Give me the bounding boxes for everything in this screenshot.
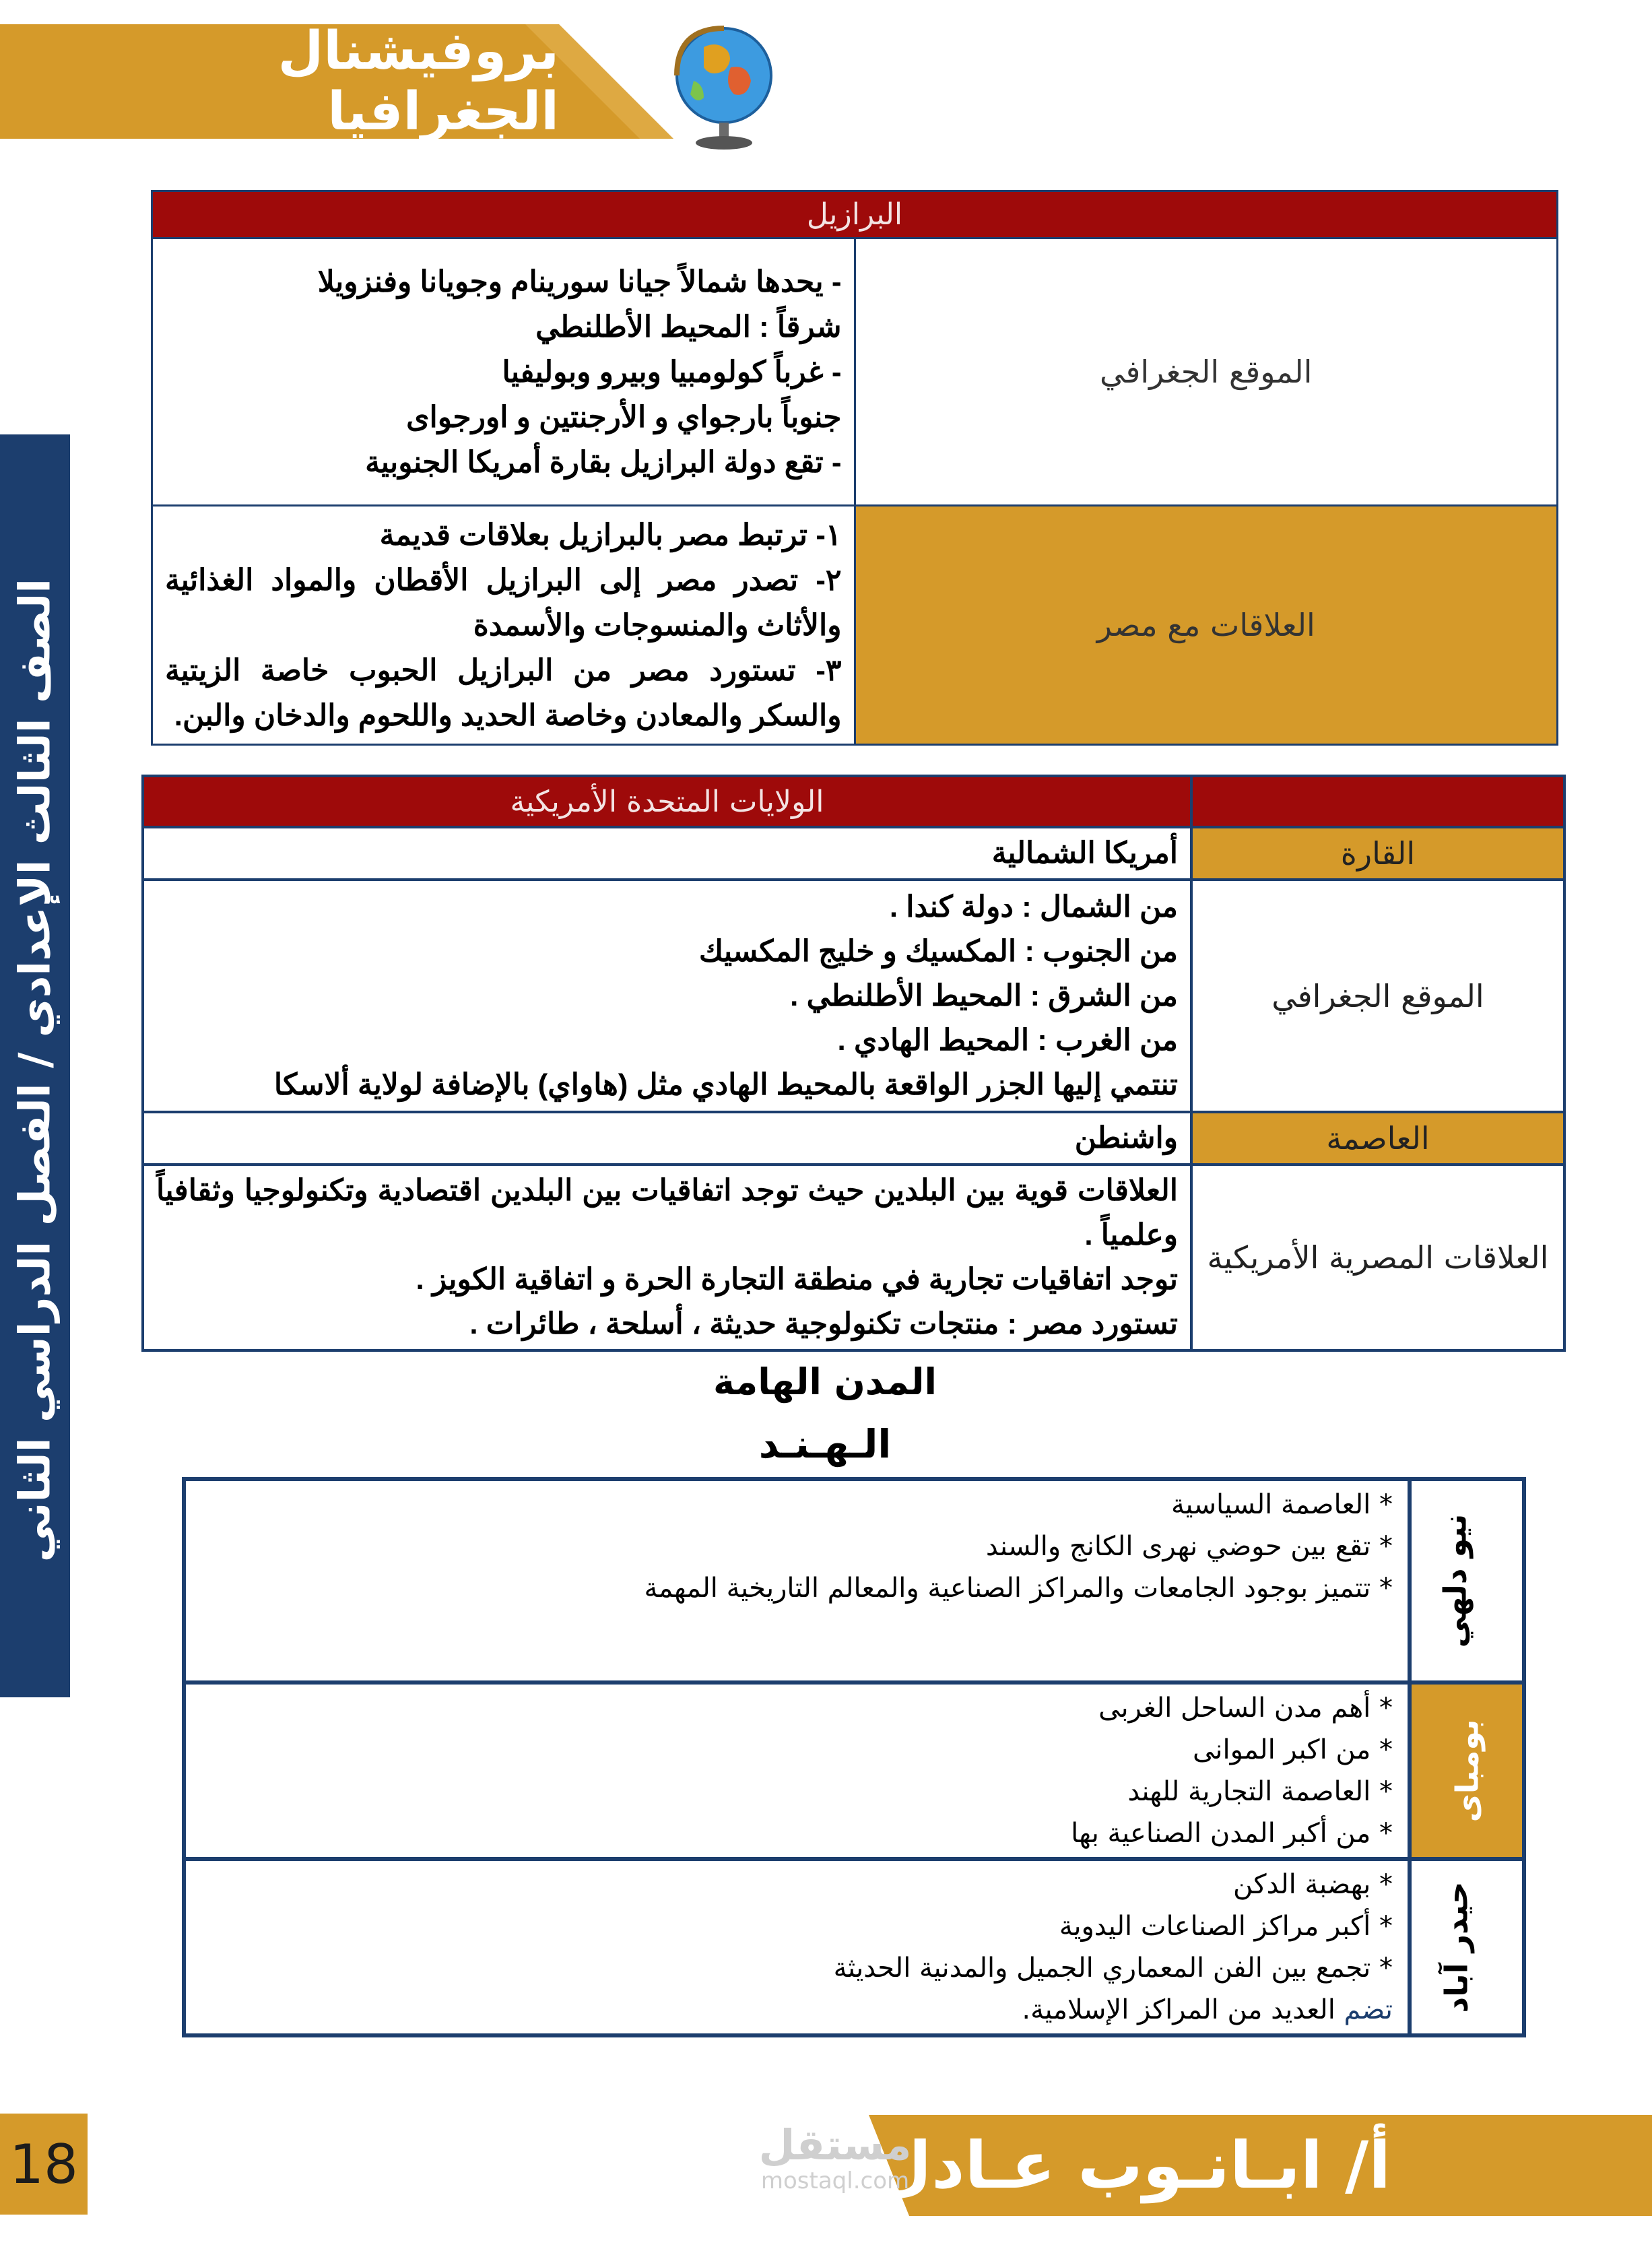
text-line: * من أكبر المدن الصناعية بها xyxy=(1071,1818,1393,1849)
cities-title: المدن الهامة xyxy=(713,1361,937,1403)
brazil-table xyxy=(151,190,1558,746)
usa-table xyxy=(141,775,1566,1352)
watermark-url: mostaql.com xyxy=(760,2167,910,2194)
usa-relations-label: العلاقات المصرية الأمريكية xyxy=(1191,1165,1564,1350)
brazil-relations-cell xyxy=(152,506,855,745)
text-line-rest: العديد من المراكز الإسلامية. xyxy=(1022,1994,1344,2025)
watermark-text: مستقل xyxy=(758,2120,912,2169)
text-line: ٣- تستورد مصر من البرازيل الحبوب خاصة الزيتية والسكر والمعادن وخاصة الحديد واللحوم والدخان والبن. xyxy=(165,653,842,732)
brazil-title: البرازيل xyxy=(152,191,1558,238)
city-info-hyderabad xyxy=(184,1859,1410,2035)
text-line: * بهضبة الدكن xyxy=(1233,1869,1393,1900)
text-line: شرقاً : المحيط الأطلنطي xyxy=(535,310,842,344)
city-label-bombay: بومباى xyxy=(1410,1682,1524,1859)
india-title: الـهـنـد xyxy=(758,1421,892,1467)
brazil-relations-label: العلاقات مع مصر xyxy=(855,506,1558,745)
brazil-location-cell xyxy=(152,238,855,506)
text-line: * أهم مدن الساحل الغربى xyxy=(1098,1693,1393,1724)
text-line: - غرباً كولومبيا وبيرو وبوليفيا xyxy=(502,355,842,389)
text-line: * من اكبر الموانى xyxy=(1193,1734,1393,1765)
text-line: ١- ترتبط مصر بالبرازيل بعلاقات قديمة xyxy=(379,518,842,552)
city-info-new-delhi xyxy=(184,1479,1410,1682)
text-line: تستورد مصر : منتجات تكنولوجية حديثة ، أسلحة ، طائرات . xyxy=(469,1307,1178,1340)
text-line: * العاصمة السياسية xyxy=(1170,1489,1393,1520)
text-line: * تتميز بوجود الجامعات والمراكز الصناعية والمعالم التاريخية المهمة xyxy=(644,1573,1393,1604)
brazil-location-label: الموقع الجغرافي xyxy=(855,238,1558,506)
text-line: من الشمال : دولة كندا . xyxy=(889,890,1178,923)
header-title: بروفيشنال الجغرافيا xyxy=(277,21,559,142)
usa-location-label: الموقع الجغرافي xyxy=(1191,880,1564,1112)
usa-capital-value: واشنطن xyxy=(143,1112,1191,1165)
india-cities-table xyxy=(182,1477,1526,2037)
watermark-logo xyxy=(731,2122,939,2196)
text-line: * تقع بين حوضي نهرى الكانج والسند xyxy=(985,1531,1393,1562)
highlight-word: تضم xyxy=(1344,1994,1393,2025)
author-name: أ/ ابـانـوب عـادل xyxy=(875,2128,1391,2203)
text-line xyxy=(201,1989,1393,2031)
text-line: * أكبر مراكز الصناعات اليدوية xyxy=(1059,1911,1393,1942)
text-line: من الشرق : المحيط الأطلنطي . xyxy=(790,979,1178,1012)
usa-location-cell xyxy=(143,880,1191,1112)
text-line: - يحدها شمالاً جيانا سورينام وجويانا وفنزويلا xyxy=(317,265,842,298)
city-label-new-delhi: نيو دلهي xyxy=(1410,1479,1524,1682)
text-line: جنوباً بارجواي و الأرجنتين و اورجواى xyxy=(406,400,842,434)
usa-continent-value: أمريكا الشمالية xyxy=(143,827,1191,880)
usa-continent-label: القارة xyxy=(1191,827,1564,880)
text-line: تنتمي إليها الجزر الواقعة بالمحيط الهادي مثل (هاواي) بالإضافة لولاية ألاسكا xyxy=(273,1068,1178,1101)
usa-capital-label: العاصمة xyxy=(1191,1112,1564,1165)
text-line: من الجنوب : المكسيك و خليج المكسيك xyxy=(698,934,1178,968)
usa-relations-cell xyxy=(143,1165,1191,1350)
text-line: * العاصمة التجارية للهند xyxy=(1127,1776,1393,1807)
page-number: 18 xyxy=(0,2114,88,2215)
text-line: - تقع دولة البرازيل بقارة أمريكا الجنوبية xyxy=(365,445,842,479)
side-band-text: الصف الثالث الإعدادي / الفصل الدراسي الثاني xyxy=(10,578,61,1563)
city-label-hyderabad: حيدر آباد xyxy=(1410,1859,1524,2035)
text-line: من الغرب : المحيط الهادي . xyxy=(837,1023,1178,1057)
globe-icon xyxy=(667,20,781,155)
text-line: توجد اتفاقيات تجارية في منطقة التجارة الحرة و اتفاقية الكويز . xyxy=(416,1263,1178,1296)
usa-title: الولايات المتحدة الأمريكية xyxy=(143,776,1191,827)
text-line: * تجمع بين الفن المعماري الجميل والمدنية الحديثة xyxy=(833,1953,1393,1984)
city-info-bombay xyxy=(184,1682,1410,1859)
text-line: ٢- تصدر مصر إلى البرازيل الأقطان والمواد الغذائية والأثاث والمنسوجات والأسمدة xyxy=(165,563,842,642)
text-line: العلاقات قوية بين البلدين حيث توجد اتفاقيات بين البلدين اقتصادية وتكنولوجيا وثقافياً وعلمياً . xyxy=(156,1174,1178,1251)
usa-header-blank xyxy=(1191,776,1564,827)
